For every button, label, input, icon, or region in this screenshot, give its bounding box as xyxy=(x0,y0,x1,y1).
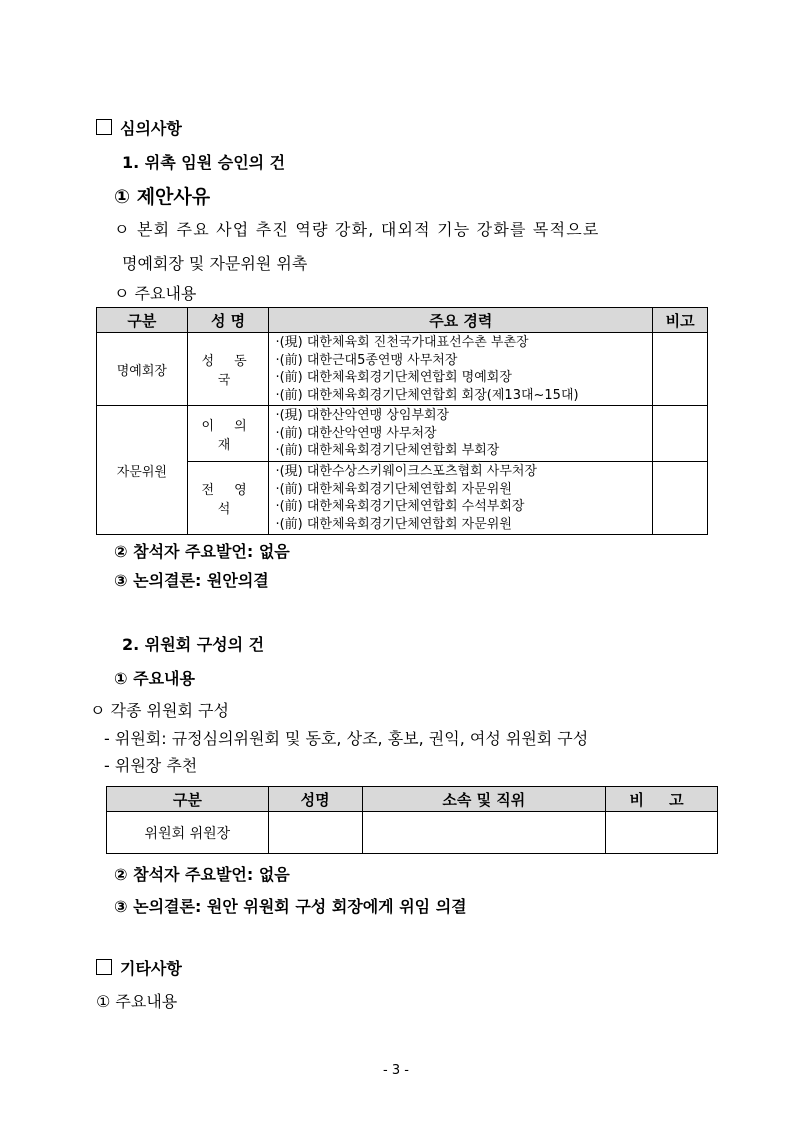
name-cell: 성 동 국 xyxy=(187,333,269,406)
proposal-line-2: 명예회장 및 자문위원 위촉 xyxy=(122,254,308,273)
career-line: ·(前) 대한체육회경기단체연합회 부회장 xyxy=(275,443,500,459)
header-category: 구분 xyxy=(97,308,188,333)
category-cell: 명예회장 xyxy=(97,333,188,406)
table-row xyxy=(97,406,708,462)
name-cell xyxy=(268,812,362,854)
checkbox-square-icon xyxy=(96,119,112,135)
career-line: ·(前) 대한체육회경기단체연합회 자문위원 xyxy=(275,516,512,532)
item1-sub3: ③ 논의결론: 원안의결 xyxy=(114,571,269,590)
header-career: 주요 경력 xyxy=(269,308,653,333)
career-line: ·(前) 대한체육회경기단체연합회 회장(제13대~15대) xyxy=(275,387,579,403)
section-title: 기타사항 xyxy=(120,959,182,978)
table-row xyxy=(97,333,708,406)
page-number: - 3 - xyxy=(383,1063,409,1078)
header-name: 성 명 xyxy=(187,308,269,333)
item2-sub1-title: ① 주요내용 xyxy=(114,669,195,688)
table-row xyxy=(107,812,718,854)
proposal-line-1: ㅇ 본회 주요 사업 추진 역량 강화, 대외적 기능 강화를 목적으로 xyxy=(114,220,600,239)
section-heading-deliberation xyxy=(96,116,182,139)
section-title: 심의사항 xyxy=(120,119,182,138)
item1-sub1-title: ① 제안사유 xyxy=(114,186,211,208)
section2-sub1: ① 주요내용 xyxy=(96,992,178,1011)
note-cell xyxy=(653,333,708,406)
career-cell xyxy=(269,333,653,406)
career-line: ·(現) 대한산악연맹 상임부회장 xyxy=(275,408,450,424)
checkbox-square-icon xyxy=(96,959,112,975)
category-cell: 위원회 위원장 xyxy=(107,812,269,854)
career-line: ·(前) 대한체육회경기단체연합회 명예회장 xyxy=(275,370,512,385)
note-cell xyxy=(653,406,708,462)
section-heading-other xyxy=(96,956,182,979)
note-cell xyxy=(606,812,718,854)
content-label-1: ㅇ 주요내용 xyxy=(114,284,197,303)
table-row xyxy=(97,462,708,535)
header-note: 비고 xyxy=(653,308,708,333)
career-line: ·(前) 대한체육회경기단체연합회 수석부회장 xyxy=(275,499,525,514)
header-category: 구분 xyxy=(107,787,269,812)
career-line: ·(前) 대한체육회경기단체연합회 자문위원 xyxy=(275,481,512,497)
career-line: ·(前) 대한산악연맹 사무처장 xyxy=(275,425,437,441)
name-cell: 이 의 재 xyxy=(187,406,269,462)
item2-title: 2. 위원회 구성의 건 xyxy=(122,635,265,654)
item2-sub2: ② 참석자 주요발언: 없음 xyxy=(114,865,290,884)
affiliation-cell xyxy=(362,812,606,854)
appointment-table xyxy=(96,307,708,535)
table-header-row xyxy=(97,308,708,333)
career-line: ·(現) 대한수상스키웨이크스포츠협회 사무처장 xyxy=(275,464,538,479)
content-label-2: ㅇ 각종 위원회 구성 xyxy=(90,701,229,720)
name-cell: 전 영 석 xyxy=(187,462,269,535)
item2-sub3: ③ 논의결론: 원안 위원회 구성 회장에게 위임 의결 xyxy=(114,897,467,916)
header-name: 성명 xyxy=(268,787,362,812)
header-affiliation: 소속 및 직위 xyxy=(362,787,606,812)
committee-table xyxy=(106,786,718,854)
category-cell: 자문위원 xyxy=(97,406,188,535)
committee-bullet: - 위원회: 규정심의위원회 및 동호, 상조, 홍보, 권익, 여성 위원회 구성 xyxy=(104,729,589,748)
note-cell xyxy=(653,462,708,535)
table-header-row xyxy=(107,787,718,812)
chair-bullet: - 위원장 추천 xyxy=(104,756,198,775)
career-cell xyxy=(269,462,653,535)
item1-sub2: ② 참석자 주요발언: 없음 xyxy=(114,542,290,561)
header-note: 비 고 xyxy=(606,787,718,812)
career-cell xyxy=(269,406,653,462)
career-line: ·(現) 대한체육회 진천국가대표선수촌 부촌장 xyxy=(275,335,529,350)
career-line: ·(前) 대한근대5종연맹 사무처장 xyxy=(275,352,458,368)
item1-title: 1. 위촉 임원 승인의 건 xyxy=(122,153,286,172)
